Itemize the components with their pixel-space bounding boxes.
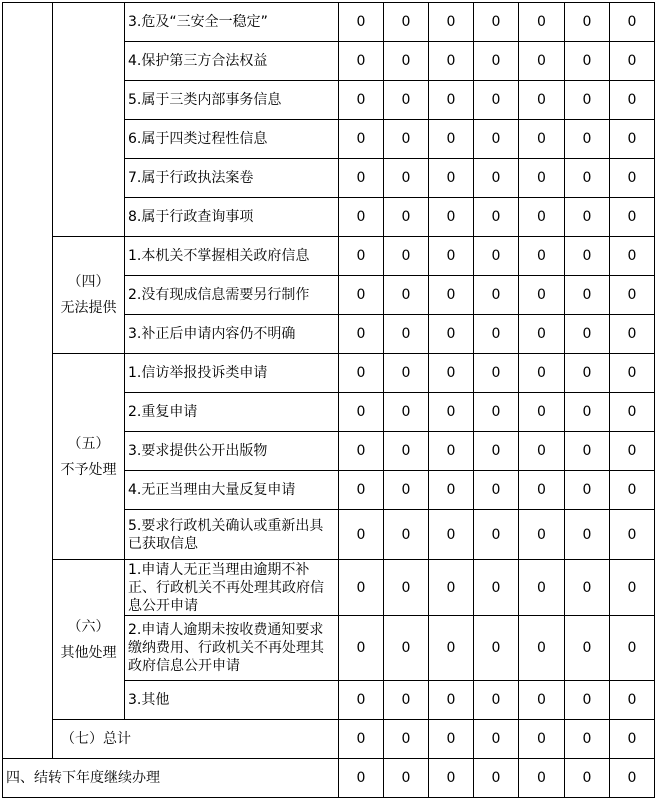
- value-cell: 0: [519, 354, 565, 393]
- group-number: （六）: [67, 618, 110, 635]
- value-cell: 0: [565, 315, 610, 354]
- value-cell: 0: [565, 3, 610, 42]
- value-cell: 0: [384, 681, 429, 720]
- value-cell: 0: [474, 237, 519, 276]
- row-label: 8.属于行政查询事项: [125, 198, 339, 237]
- value-cell: 0: [339, 616, 384, 681]
- value-cell: 0: [339, 42, 384, 81]
- value-cell: 0: [519, 3, 565, 42]
- row-label: 6.属于四类过程性信息: [125, 120, 339, 159]
- value-cell: 0: [429, 3, 474, 42]
- value-cell: 0: [610, 759, 655, 798]
- value-cell: 0: [565, 237, 610, 276]
- value-cell: 0: [519, 315, 565, 354]
- value-cell: 0: [384, 560, 429, 616]
- row-label: 3.补正后申请内容仍不明确: [125, 315, 339, 354]
- value-cell: 0: [474, 42, 519, 81]
- row-label: 4.保护第三方合法权益: [125, 42, 339, 81]
- value-cell: 0: [565, 616, 610, 681]
- value-cell: 0: [474, 198, 519, 237]
- value-cell: 0: [519, 237, 565, 276]
- value-cell: 0: [610, 471, 655, 510]
- group-cell: [53, 237, 125, 354]
- value-cell: 0: [519, 759, 565, 798]
- value-cell: 0: [429, 159, 474, 198]
- value-cell: 0: [384, 354, 429, 393]
- value-cell: 0: [384, 276, 429, 315]
- value-cell: 0: [339, 159, 384, 198]
- row-label: 3.危及“三安全一稳定”: [125, 3, 339, 42]
- carryover-row: [3, 759, 655, 798]
- value-cell: 0: [565, 120, 610, 159]
- value-cell: 0: [610, 198, 655, 237]
- row-label: 3.要求提供公开出版物: [125, 432, 339, 471]
- value-cell: 0: [339, 393, 384, 432]
- value-cell: 0: [429, 42, 474, 81]
- value-cell: 0: [384, 616, 429, 681]
- value-cell: 0: [384, 510, 429, 560]
- value-cell: 0: [429, 560, 474, 616]
- value-cell: 0: [519, 616, 565, 681]
- value-cell: 0: [610, 560, 655, 616]
- row-label: 7.属于行政执法案卷: [125, 159, 339, 198]
- value-cell: 0: [565, 159, 610, 198]
- total-row: [3, 720, 655, 759]
- value-cell: 0: [384, 471, 429, 510]
- value-cell: 0: [429, 720, 474, 759]
- value-cell: 0: [474, 432, 519, 471]
- value-cell: 0: [565, 560, 610, 616]
- value-cell: 0: [565, 81, 610, 120]
- value-cell: 0: [429, 681, 474, 720]
- value-cell: 0: [519, 42, 565, 81]
- value-cell: 0: [610, 42, 655, 81]
- group-name: 其他处理: [60, 644, 117, 661]
- value-cell: 0: [474, 720, 519, 759]
- value-cell: 0: [339, 354, 384, 393]
- value-cell: 0: [610, 315, 655, 354]
- value-cell: 0: [429, 616, 474, 681]
- value-cell: 0: [610, 159, 655, 198]
- value-cell: 0: [565, 276, 610, 315]
- value-cell: 0: [610, 432, 655, 471]
- value-cell: 0: [610, 81, 655, 120]
- disclosure-statistics-table: [2, 2, 655, 798]
- value-cell: 0: [384, 42, 429, 81]
- value-cell: 0: [519, 720, 565, 759]
- value-cell: 0: [565, 720, 610, 759]
- row-label: 2.没有现成信息需要另行制作: [125, 276, 339, 315]
- value-cell: 0: [339, 681, 384, 720]
- value-cell: 0: [565, 354, 610, 393]
- value-cell: 0: [610, 616, 655, 681]
- value-cell: 0: [474, 3, 519, 42]
- value-cell: 0: [610, 510, 655, 560]
- value-cell: 0: [519, 393, 565, 432]
- value-cell: 0: [384, 759, 429, 798]
- value-cell: 0: [429, 471, 474, 510]
- value-cell: 0: [339, 198, 384, 237]
- value-cell: 0: [339, 315, 384, 354]
- value-cell: 0: [610, 393, 655, 432]
- row-label: 5.要求行政机关确认或重新出具已获取信息: [125, 510, 339, 560]
- value-cell: 0: [339, 510, 384, 560]
- value-cell: 0: [339, 432, 384, 471]
- row-label: 5.属于三类内部事务信息: [125, 81, 339, 120]
- value-cell: 0: [565, 471, 610, 510]
- value-cell: 0: [384, 81, 429, 120]
- value-cell: 0: [429, 759, 474, 798]
- value-cell: 0: [610, 3, 655, 42]
- value-cell: 0: [429, 315, 474, 354]
- value-cell: 0: [474, 471, 519, 510]
- value-cell: 0: [610, 720, 655, 759]
- table-row: [3, 560, 655, 616]
- carryover-label: 四、结转下年度继续办理: [3, 759, 339, 798]
- value-cell: 0: [474, 159, 519, 198]
- value-cell: 0: [384, 120, 429, 159]
- value-cell: 0: [474, 315, 519, 354]
- value-cell: 0: [474, 560, 519, 616]
- value-cell: 0: [474, 616, 519, 681]
- value-cell: 0: [519, 198, 565, 237]
- value-cell: 0: [384, 198, 429, 237]
- group-number: （五）: [67, 435, 110, 452]
- value-cell: 0: [384, 432, 429, 471]
- value-cell: 0: [339, 276, 384, 315]
- value-cell: 0: [565, 42, 610, 81]
- value-cell: 0: [339, 81, 384, 120]
- value-cell: 0: [474, 81, 519, 120]
- value-cell: 0: [565, 759, 610, 798]
- group-number: （四）: [67, 274, 110, 290]
- row-label: 1.申请人无正当理由逾期不补正、行政机关不再处理其政府信息公开申请: [125, 560, 339, 616]
- row-label: 2.重复申请: [125, 393, 339, 432]
- value-cell: 0: [519, 510, 565, 560]
- row-label: 2.申请人逾期未按收费通知要求缴纳费用、行政机关不再处理其政府信息公开申请: [125, 616, 339, 681]
- value-cell: 0: [519, 120, 565, 159]
- row-label: 4.无正当理由大量反复申请: [125, 471, 339, 510]
- value-cell: 0: [429, 81, 474, 120]
- value-cell: 0: [474, 393, 519, 432]
- value-cell: 0: [384, 393, 429, 432]
- value-cell: 0: [519, 471, 565, 510]
- value-cell: 0: [565, 198, 610, 237]
- value-cell: 0: [384, 159, 429, 198]
- value-cell: 0: [474, 276, 519, 315]
- value-cell: 0: [565, 681, 610, 720]
- value-cell: 0: [384, 720, 429, 759]
- table-row: [3, 354, 655, 393]
- value-cell: 0: [610, 120, 655, 159]
- value-cell: 0: [610, 237, 655, 276]
- group-cell: [53, 3, 125, 237]
- group-cell: [53, 354, 125, 560]
- value-cell: 0: [429, 120, 474, 159]
- section-column: [3, 3, 53, 759]
- value-cell: 0: [474, 510, 519, 560]
- value-cell: 0: [429, 237, 474, 276]
- value-cell: 0: [519, 432, 565, 471]
- value-cell: 0: [339, 759, 384, 798]
- row-label: 1.信访举报投诉类申请: [125, 354, 339, 393]
- value-cell: 0: [474, 354, 519, 393]
- row-label: 1.本机关不掌握相关政府信息: [125, 237, 339, 276]
- value-cell: 0: [565, 510, 610, 560]
- group-name: 不予处理: [60, 461, 117, 478]
- value-cell: 0: [339, 560, 384, 616]
- value-cell: 0: [610, 276, 655, 315]
- row-label: 3.其他: [125, 681, 339, 720]
- total-label: （七）总计: [53, 720, 339, 759]
- table-row: [3, 237, 655, 276]
- value-cell: 0: [384, 3, 429, 42]
- value-cell: 0: [339, 720, 384, 759]
- value-cell: 0: [384, 315, 429, 354]
- value-cell: 0: [429, 354, 474, 393]
- value-cell: 0: [429, 393, 474, 432]
- value-cell: 0: [519, 81, 565, 120]
- value-cell: 0: [565, 432, 610, 471]
- group-name: 无法提供: [60, 300, 117, 316]
- value-cell: 0: [429, 510, 474, 560]
- value-cell: 0: [519, 681, 565, 720]
- value-cell: 0: [339, 471, 384, 510]
- value-cell: 0: [429, 276, 474, 315]
- value-cell: 0: [519, 276, 565, 315]
- value-cell: 0: [610, 681, 655, 720]
- value-cell: 0: [384, 237, 429, 276]
- value-cell: 0: [474, 759, 519, 798]
- value-cell: 0: [339, 3, 384, 42]
- value-cell: 0: [474, 681, 519, 720]
- value-cell: 0: [429, 432, 474, 471]
- value-cell: 0: [565, 393, 610, 432]
- value-cell: 0: [429, 198, 474, 237]
- value-cell: 0: [519, 560, 565, 616]
- table-row: [3, 3, 655, 42]
- value-cell: 0: [610, 354, 655, 393]
- value-cell: 0: [339, 120, 384, 159]
- group-cell: [53, 560, 125, 720]
- table-body: [3, 3, 655, 798]
- value-cell: 0: [474, 120, 519, 159]
- value-cell: 0: [519, 159, 565, 198]
- value-cell: 0: [339, 237, 384, 276]
